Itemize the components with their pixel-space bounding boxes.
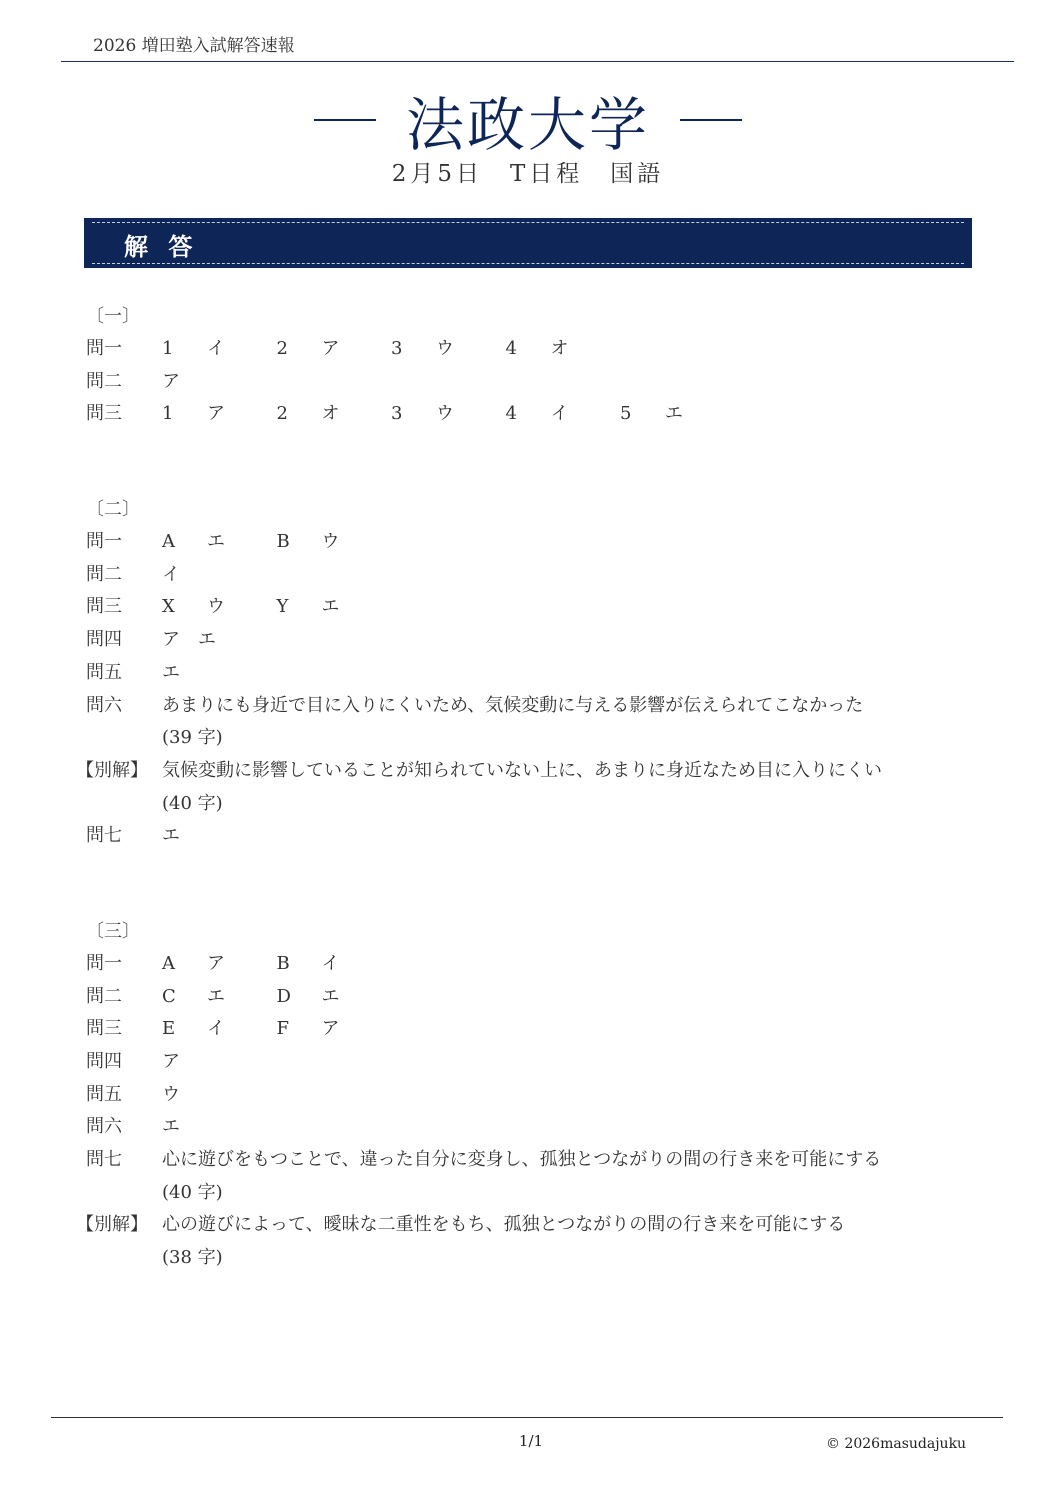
answer xyxy=(162,722,223,755)
answer-text: ア xyxy=(162,1051,180,1072)
answer-text: あまりにも身近で目に入りにくいため、気候変動に与える影響が伝えられてこなかった xyxy=(162,694,864,716)
answer xyxy=(162,657,180,690)
answer xyxy=(162,1046,180,1079)
answer-text: ウ xyxy=(162,1083,180,1105)
answer-key: F xyxy=(276,1018,289,1040)
answer-part xyxy=(86,300,986,431)
title-row xyxy=(0,78,1056,162)
answer-row xyxy=(86,820,986,853)
answer-key: D xyxy=(276,985,291,1007)
answer-key: X xyxy=(162,596,175,618)
page-number: 1/1 xyxy=(518,1432,544,1450)
question-label: 問四 xyxy=(86,629,122,651)
section-bar-dash-top xyxy=(92,222,964,223)
question-label: 問四 xyxy=(86,1051,122,1072)
answer-key: 4 xyxy=(505,403,517,425)
section-bar-dash-bottom xyxy=(92,263,964,264)
answer-text: ア xyxy=(162,370,180,392)
question-label xyxy=(86,722,162,755)
answer-part xyxy=(76,493,986,853)
answer-choice: ウ xyxy=(321,531,340,553)
answer-text: (39 字) xyxy=(162,727,223,749)
question-label: 問七 xyxy=(86,825,122,847)
question-label: 問一 xyxy=(86,952,122,974)
answer-text: イ xyxy=(162,563,180,585)
answer-text: (40 字) xyxy=(162,1181,223,1203)
answer-cell xyxy=(277,981,392,1014)
question-label: 問三 xyxy=(86,1018,122,1040)
question-label: 問五 xyxy=(86,661,122,683)
copyright: © 2026masudajuku xyxy=(826,1436,967,1452)
answer-cell xyxy=(506,398,621,431)
answer-text: ア エ xyxy=(162,629,216,651)
answer-content xyxy=(76,300,986,1337)
question-label: 問一 xyxy=(86,531,122,553)
answer-row xyxy=(86,722,986,755)
footer-rule xyxy=(51,1417,1003,1418)
question-label: 問六 xyxy=(86,1116,122,1138)
answer-text: エ xyxy=(162,661,180,683)
answer-cell xyxy=(162,333,277,366)
answer-part xyxy=(76,915,986,1275)
answer xyxy=(162,1111,180,1144)
answer-cell xyxy=(277,591,392,624)
answer xyxy=(162,981,391,1014)
answer xyxy=(162,948,391,981)
question-label: 問一 xyxy=(86,338,122,359)
answer-choice: エ xyxy=(207,531,225,553)
question-label: 問三 xyxy=(86,596,122,618)
answer-key: A xyxy=(162,952,175,974)
question-label: 問六 xyxy=(86,694,122,716)
answer-row xyxy=(86,624,986,657)
answer-key: E xyxy=(162,1018,176,1040)
answer-text: 気候変動に影響していることが知られていない上に、あまりに身近なため目に入りにくい xyxy=(162,759,882,781)
answer-choice: エ xyxy=(665,403,683,425)
answer xyxy=(162,788,223,821)
title-dash-right xyxy=(680,119,742,121)
answer-choice: ア xyxy=(321,338,340,359)
answer-row xyxy=(76,755,986,788)
answer-row xyxy=(86,981,986,1014)
question-label: 問五 xyxy=(86,1083,122,1105)
answer-key: 2 xyxy=(276,403,288,425)
answer-row xyxy=(86,788,986,821)
answer-choice: ア xyxy=(207,952,225,974)
answer-row xyxy=(86,948,986,981)
answer-row xyxy=(86,1013,986,1046)
answer-key: 1 xyxy=(162,403,174,425)
answer-row xyxy=(86,1242,986,1275)
question-label xyxy=(86,788,162,821)
answer-choice: エ xyxy=(321,596,340,618)
answer xyxy=(162,1144,881,1177)
answer-row xyxy=(86,690,986,723)
answer-cell xyxy=(162,1013,277,1046)
part-label: 〔一〕 xyxy=(86,306,140,327)
header-label: 2026 増田塾入試解答速報 xyxy=(93,36,295,56)
answer xyxy=(162,690,863,723)
answer-choice: エ xyxy=(207,985,225,1007)
answer-row xyxy=(86,366,986,399)
answer-choice: ウ xyxy=(436,338,454,359)
answer-cell xyxy=(277,398,392,431)
answer-key: 4 xyxy=(505,338,517,359)
answer-key: A xyxy=(162,531,175,553)
answer-key: B xyxy=(276,531,290,553)
page-title: 法政大学 xyxy=(405,91,650,159)
answer-row xyxy=(86,1046,986,1079)
answer-choice: イ xyxy=(550,403,569,425)
answer-row xyxy=(86,1144,986,1177)
answer xyxy=(162,591,391,624)
answer-key: 3 xyxy=(391,338,403,359)
part-label: 〔三〕 xyxy=(86,920,140,942)
answer-row xyxy=(86,559,986,592)
answer xyxy=(162,1242,223,1275)
answer-key: 1 xyxy=(162,338,174,359)
answer-choice: イ xyxy=(321,952,340,974)
alt-answer-label: 【別解】 xyxy=(76,1214,148,1236)
answer xyxy=(162,755,882,788)
answer-choice: ウ xyxy=(436,403,454,425)
page-subtitle: 2月5日 T日程 国語 xyxy=(391,161,665,187)
answer-cell xyxy=(162,981,277,1014)
answer-text: エ xyxy=(162,1116,180,1138)
title-dash-left xyxy=(314,119,376,121)
answer-cell xyxy=(277,526,392,559)
answer-key: C xyxy=(162,985,176,1007)
answer-row xyxy=(86,1111,986,1144)
question-label: 問二 xyxy=(86,563,122,585)
answer xyxy=(162,366,180,399)
question-label: 問二 xyxy=(86,370,122,392)
answer-key: 5 xyxy=(620,403,632,425)
answer-key: B xyxy=(276,952,290,974)
answer-choice: イ xyxy=(207,1018,225,1040)
answer-choice: エ xyxy=(321,985,340,1007)
answer xyxy=(162,1013,391,1046)
answer-row xyxy=(86,398,986,431)
answer-text: 心の遊びによって、曖昧な二重性をもち、孤独とつながりの間の行き来を可能にする xyxy=(162,1214,846,1236)
answer-text: (38 字) xyxy=(162,1247,223,1269)
answer-choice: ウ xyxy=(207,596,225,618)
alt-answer-label: 【別解】 xyxy=(76,759,148,781)
answer-text: (40 字) xyxy=(162,792,223,814)
header-rule xyxy=(61,61,1014,62)
answer-row xyxy=(76,1209,986,1242)
answer-row xyxy=(86,526,986,559)
answer-cell xyxy=(391,333,506,366)
answer-cell xyxy=(277,333,392,366)
answer-text: 心に遊びをもつことで、違った自分に変身し、孤独とつながりの間の行き来を可能にする xyxy=(162,1149,882,1171)
answer-cell xyxy=(620,398,735,431)
answer-row xyxy=(86,1177,986,1210)
part-label: 〔二〕 xyxy=(86,499,140,521)
answer-choice: オ xyxy=(550,338,569,359)
answer xyxy=(162,398,735,431)
answer-key: 2 xyxy=(276,338,288,359)
answer xyxy=(162,1079,180,1112)
answer-text: エ xyxy=(162,825,180,847)
answer-key: Y xyxy=(276,596,289,618)
question-label xyxy=(86,1242,162,1275)
answer xyxy=(162,1177,223,1210)
answer-choice: イ xyxy=(207,338,225,359)
section-bar xyxy=(84,218,972,268)
answer-key: 3 xyxy=(391,403,403,425)
answer xyxy=(162,624,216,657)
answer xyxy=(162,1209,845,1242)
answer xyxy=(162,333,620,366)
question-label: 問七 xyxy=(86,1149,122,1171)
answer xyxy=(162,820,180,853)
answer-cell xyxy=(162,398,277,431)
answer-choice: オ xyxy=(321,403,340,425)
question-label xyxy=(86,1177,162,1210)
answer xyxy=(162,526,391,559)
section-title: 解 答 xyxy=(124,233,199,261)
answer-cell xyxy=(277,1013,392,1046)
question-label: 問二 xyxy=(86,985,122,1007)
answer-row xyxy=(86,1079,986,1112)
answer-choice: ア xyxy=(207,403,225,425)
answer-cell xyxy=(391,398,506,431)
answer-row xyxy=(86,591,986,624)
answer-cell xyxy=(162,948,277,981)
answer-choice: ア xyxy=(321,1018,340,1040)
answer-cell xyxy=(506,333,621,366)
question-label: 問三 xyxy=(86,403,122,425)
answer-row xyxy=(86,333,986,366)
answer-cell xyxy=(162,526,277,559)
answer-row xyxy=(86,657,986,690)
answer xyxy=(162,559,180,592)
answer-cell xyxy=(277,948,392,981)
answer-cell xyxy=(162,591,277,624)
